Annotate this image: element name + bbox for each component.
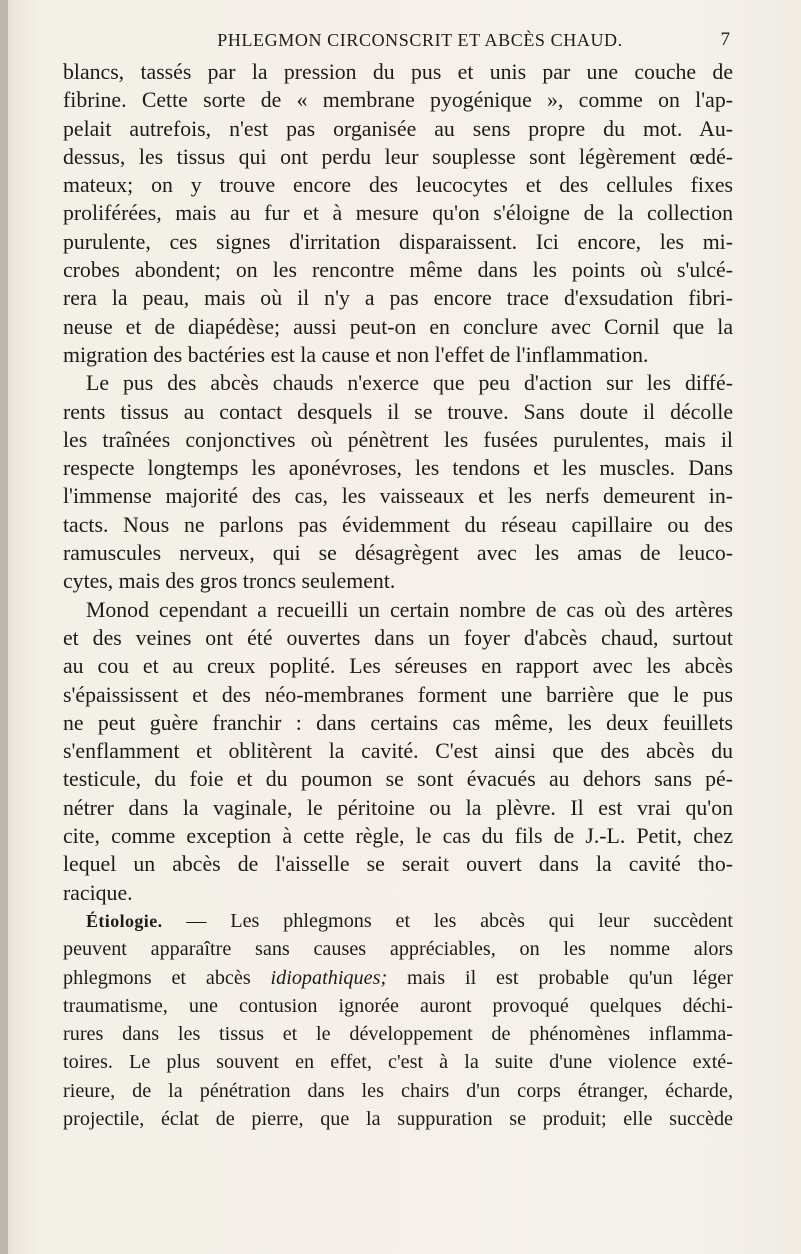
text-line: lequel un abcès de l'aisselle se serait ouvert dans la cavité tho- — [63, 852, 733, 877]
binding-shadow — [0, 0, 8, 1254]
text-line: ne peut guère franchir : dans certains cas même, les deux feuillets — [63, 710, 733, 735]
text-line: rieure, de la pénétration dans les chairs d'un corps étranger, écharde, — [63, 1079, 733, 1102]
text-line: tacts. Nous ne parlons pas évidemment du réseau capillaire ou des — [63, 512, 733, 537]
text-line: toires. Le plus souvent en effet, c'est à la suite d'une violence exté- — [63, 1051, 733, 1074]
text-span: mais il est probable qu'un léger — [387, 966, 733, 989]
text-line: migration des bactéries est la cause et non l'effet de l'inflammation. — [63, 342, 649, 367]
text-line: cytes, mais des gros troncs seulement. — [63, 569, 396, 594]
text-line: pelait autrefois, n'est pas organisée au sens propre du mot. Au- — [63, 116, 733, 141]
text-line: nétrer dans la vaginale, le péritoine ou la plèvre. Il est vrai qu'on — [63, 795, 733, 820]
italic-term: idiopathiques; — [270, 966, 388, 989]
text-line: fibrine. Cette sorte de « membrane pyogénique », comme on l'ap- — [63, 88, 733, 113]
text-span: — Les phlegmons et les abcès qui leur succèdent — [162, 909, 733, 932]
text-line: rures dans les tissus et le développement de phénomènes inflamma- — [63, 1023, 733, 1046]
text-line: purulente, ces signes d'irritation disparaissent. Ici encore, les mi- — [63, 229, 733, 254]
text-line: ramuscules nerveux, qui se désagrègent avec les amas de leuco- — [63, 541, 733, 566]
text-line: Monod cependant a recueilli un certain nombre de cas où des artères — [86, 597, 733, 622]
text-line: Le pus des abcès chauds n'exerce que peu d'action sur les diffé- — [86, 371, 733, 396]
page-number: 7 — [720, 29, 730, 50]
etiology-paragraph-line — [63, 964, 733, 992]
text-span: phlegmons et abcès — [63, 966, 271, 989]
text-line: mateux; on y trouve encore des leucocytes et des cellules fixes — [63, 173, 733, 198]
page-header — [100, 28, 740, 54]
text-line: s'enflamment et oblitèrent la cavité. C'est ainsi que des abcès du — [63, 739, 733, 764]
text-line: rents tissus au contact desquels il se trouve. Sans doute il décolle — [63, 399, 733, 424]
text-line: crobes abondent; on les rencontre même dans les points où s'ulcé- — [63, 258, 733, 283]
body-text — [63, 58, 733, 1133]
text-line: au cou et au creux poplité. Les séreuses en rapport avec les abcès — [63, 654, 733, 679]
text-line: blancs, tassés par la pression du pus et unis par une couche de — [63, 60, 733, 84]
text-line: respecte longtemps les aponévroses, les tendons et les muscles. Dans — [63, 456, 733, 481]
running-title: PHLEGMON CIRCONSCRIT ET ABCÈS CHAUD. — [217, 30, 623, 50]
text-line: dessus, les tissus qui ont perdu leur souplesse sont légèrement œdé- — [63, 144, 733, 169]
text-line: projectile, éclat de pierre, que la suppuration se produit; elle succède — [63, 1107, 733, 1130]
text-line: traumatisme, une contusion ignorée auront provoqué quelques déchi- — [63, 994, 733, 1017]
text-line: proliférées, mais au fur et à mesure qu'on s'éloigne de la collection — [63, 201, 733, 226]
text-line: les traînées conjonctives où pénètrent les fusées purulentes, mais il — [63, 427, 733, 452]
text-line: cite, comme exception à cette règle, le cas du fils de J.-L. Petit, chez — [63, 824, 733, 849]
text-line: l'immense majorité des cas, les vaisseaux et les nerfs demeurent in- — [63, 484, 733, 509]
text-line: et des veines ont été ouvertes dans un foyer d'abcès chaud, surtout — [63, 625, 733, 650]
text-line: neuse et de diapédèse; aussi peut-on en conclure avec Cornil que la — [63, 314, 733, 339]
text-line: rera la peau, mais où il n'y a pas encore trace d'exsudation fibri- — [63, 286, 733, 311]
section-heading-etiology: Étiologie. — [86, 910, 163, 931]
text-line: s'épaississent et des néo-membranes forment une barrière que le pus — [63, 682, 733, 707]
text-line: racique. — [63, 880, 133, 905]
etiology-paragraph-line — [63, 907, 733, 935]
text-line: peuvent apparaître sans causes appréciables, on les nomme alors — [63, 938, 733, 961]
text-line: testicule, du foie et du poumon se sont évacués au dehors sans pé- — [63, 767, 733, 792]
